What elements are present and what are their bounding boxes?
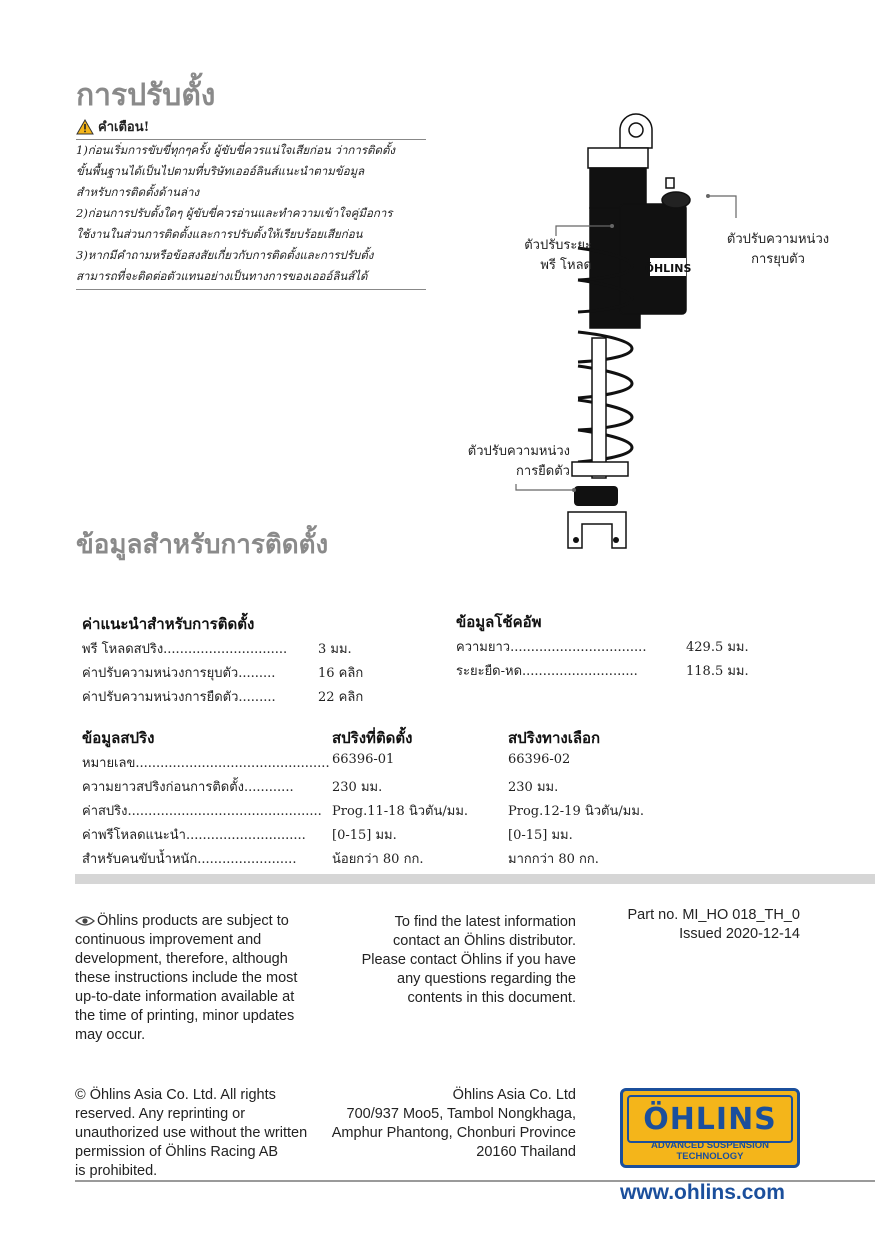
- spring-row-optional: 66396-02: [508, 752, 571, 767]
- warning-line: สำหรับการติดตั้งด้านล่าง: [76, 185, 200, 199]
- shock-row-label: ระยะยืด-หด............................: [456, 664, 638, 679]
- spring-col-optional: สปริงทางเลือก: [508, 729, 601, 747]
- eye-icon: [75, 915, 95, 927]
- address-line: 700/937 Moo5, Tambol Nongkhaga,: [346, 1106, 576, 1122]
- preload-label-line: พรี โหลด: [540, 258, 592, 273]
- recommended-row-label: พรี โหลดสปริง..............................: [82, 642, 288, 657]
- logo-frame: [627, 1095, 793, 1143]
- part-number: Part no. MI_HO 018_TH_0: [627, 907, 800, 923]
- contact-line: contents in this document.: [407, 990, 576, 1006]
- notice-block: [75, 912, 335, 1045]
- spring-row-fitted: 230 มม.: [332, 780, 383, 795]
- notice-line: up-to-date information available at: [75, 989, 295, 1005]
- contact-line: To find the latest information: [394, 914, 576, 930]
- contact-line: Please contact Öhlins if you have: [361, 952, 576, 968]
- notice-line: continuous improvement and: [75, 932, 262, 948]
- spring-row-label: ความยาวสปริงก่อนการติดตั้ง............: [82, 780, 294, 795]
- copyright-line: is prohibited.: [75, 1163, 158, 1179]
- recommended-heading: ค่าแนะนำสำหรับการติดตั้ง: [82, 615, 255, 633]
- shock-row-value: 429.5 มม.: [686, 640, 749, 655]
- compression-label-line: การยุบตัว: [751, 252, 805, 267]
- shock-row-value: 118.5 มม.: [686, 664, 749, 679]
- warning-line: 1)ก่อนเริ่มการขับขี่ทุกๆครั้ง ผู้ขับขี่ควรแน่ใจเสียก่อน ว่าการติดตั้ง: [76, 143, 396, 157]
- preload-label-line: ตัวปรับระยะ: [524, 238, 592, 253]
- address-line: 20160 Thailand: [476, 1144, 576, 1160]
- copyright-block: [75, 1086, 325, 1181]
- address-block: [326, 1086, 576, 1162]
- spring-row-fitted: [0-15] มม.: [332, 828, 397, 843]
- copyright-line: reserved. Any reprinting or: [75, 1106, 246, 1122]
- shock-heading: ข้อมูลโช้คอัพ: [456, 613, 542, 631]
- recommended-row-label: ค่าปรับความหน่วงการยืดตัว.........: [82, 690, 276, 705]
- warning-line: 3)หากมีคำถามหรือข้อสงสัยเกี่ยวกับการติดตั้งและการปรับตั้ง: [76, 248, 374, 262]
- ohlins-logo: [620, 1088, 800, 1168]
- spring-row-optional: มากกว่า 80 กก.: [508, 852, 599, 867]
- spring-row-label: สำหรับคนขับน้ำหนัก........................: [82, 852, 297, 867]
- recommended-row-value: 3 มม.: [318, 642, 352, 657]
- warning-line: ขั้นพื้นฐานได้เป็นไปตามที่บริษัทเอออ์ลินส์แนะนำตามข้อมูล: [76, 164, 365, 178]
- warning-line: สามารถที่จะติดต่อตัวแทนอย่างเป็นทางการของเอออ์ลินส์ได้: [76, 269, 368, 283]
- warning-title: คำเตือน!: [98, 120, 150, 135]
- section-title: ข้อมูลสำหรับการติดตั้ง: [76, 530, 329, 560]
- contact-line: any questions regarding the: [397, 971, 576, 987]
- warning-line: 2)ก่อนการปรับตั้งใดๆ ผู้ขับขี่ควรอ่านและทำความเข้าใจคู่มือการ: [76, 206, 393, 220]
- spring-heading: ข้อมูลสปริง: [82, 729, 155, 747]
- spring-row-label: ค่าพรีโหลดแนะนำ.............................: [82, 828, 306, 843]
- notice-line: Öhlins products are subject to: [75, 912, 335, 931]
- spring-col-fitted: สปริงที่ติดตั้ง: [332, 729, 413, 747]
- page-title: การปรับตั้ง: [76, 78, 216, 113]
- spring-row-optional: Prog.12-19 นิวตัน/มม.: [508, 804, 645, 819]
- spring-row-fitted: น้อยกว่า 80 กก.: [332, 852, 424, 867]
- issued-date: Issued 2020-12-14: [679, 926, 800, 942]
- copyright-line: © Öhlins Asia Co. Ltd. All rights: [75, 1087, 276, 1103]
- compression-adjuster-label: [712, 230, 844, 270]
- address-line: Öhlins Asia Co. Ltd: [452, 1087, 576, 1103]
- notice-line: development, therefore, although: [75, 951, 288, 967]
- recommended-row-value: 16 คลิก: [318, 666, 364, 681]
- notice-line: these instructions include the most: [75, 970, 298, 986]
- logo-wordmark: ÖHLINS: [643, 1101, 777, 1137]
- website-link[interactable]: www.ohlins.com: [620, 1181, 785, 1204]
- shock-row-label: ความยาว.................................: [456, 640, 647, 655]
- logo-tagline: ADVANCED SUSPENSION TECHNOLOGY: [650, 1140, 770, 1162]
- compression-label-line: ตัวปรับความหน่วง: [726, 232, 830, 247]
- notice-line: the time of printing, minor updates: [75, 1008, 295, 1024]
- warning-line: ใช้งานในส่วนการติดตั้งและการปรับตั้งให้เรียบร้อยเสียก่อน: [76, 227, 363, 241]
- rebound-adjuster-label: [430, 442, 570, 482]
- shock-brand-mark: ÖHLINS: [644, 262, 692, 275]
- spring-row-fitted: Prog.11-18 นิวตัน/มม.: [332, 804, 469, 819]
- preload-adjuster-label: [470, 236, 592, 276]
- recommended-row-value: 22 คลิก: [318, 690, 364, 705]
- notice-line: may occur.: [75, 1027, 146, 1043]
- spring-row-fitted: 66396-01: [332, 752, 395, 767]
- spring-row-optional: [0-15] มม.: [508, 828, 573, 843]
- document-info: [600, 906, 800, 944]
- copyright-line: unauthorized use without the written: [75, 1125, 308, 1141]
- callout-lines: [0, 0, 875, 600]
- spring-row-optional: 230 มม.: [508, 780, 559, 795]
- recommended-row-label: ค่าปรับความหน่วงการยุบตัว.........: [82, 666, 276, 681]
- section-divider-bar: [75, 874, 875, 884]
- spring-row-label: หมายเลข...............................................: [82, 756, 330, 771]
- copyright-line: permission of Öhlins Racing AB: [75, 1144, 279, 1160]
- spring-row-label: ค่าสปริง...............................................: [82, 804, 322, 819]
- address-line: Amphur Phantong, Chonburi Province: [331, 1125, 576, 1141]
- rebound-label-line: การยืดตัว: [516, 464, 570, 479]
- rebound-label-line: ตัวปรับความหน่วง: [467, 444, 570, 459]
- contact-block: [336, 913, 576, 1008]
- contact-line: contact an Öhlins distributor.: [393, 933, 576, 949]
